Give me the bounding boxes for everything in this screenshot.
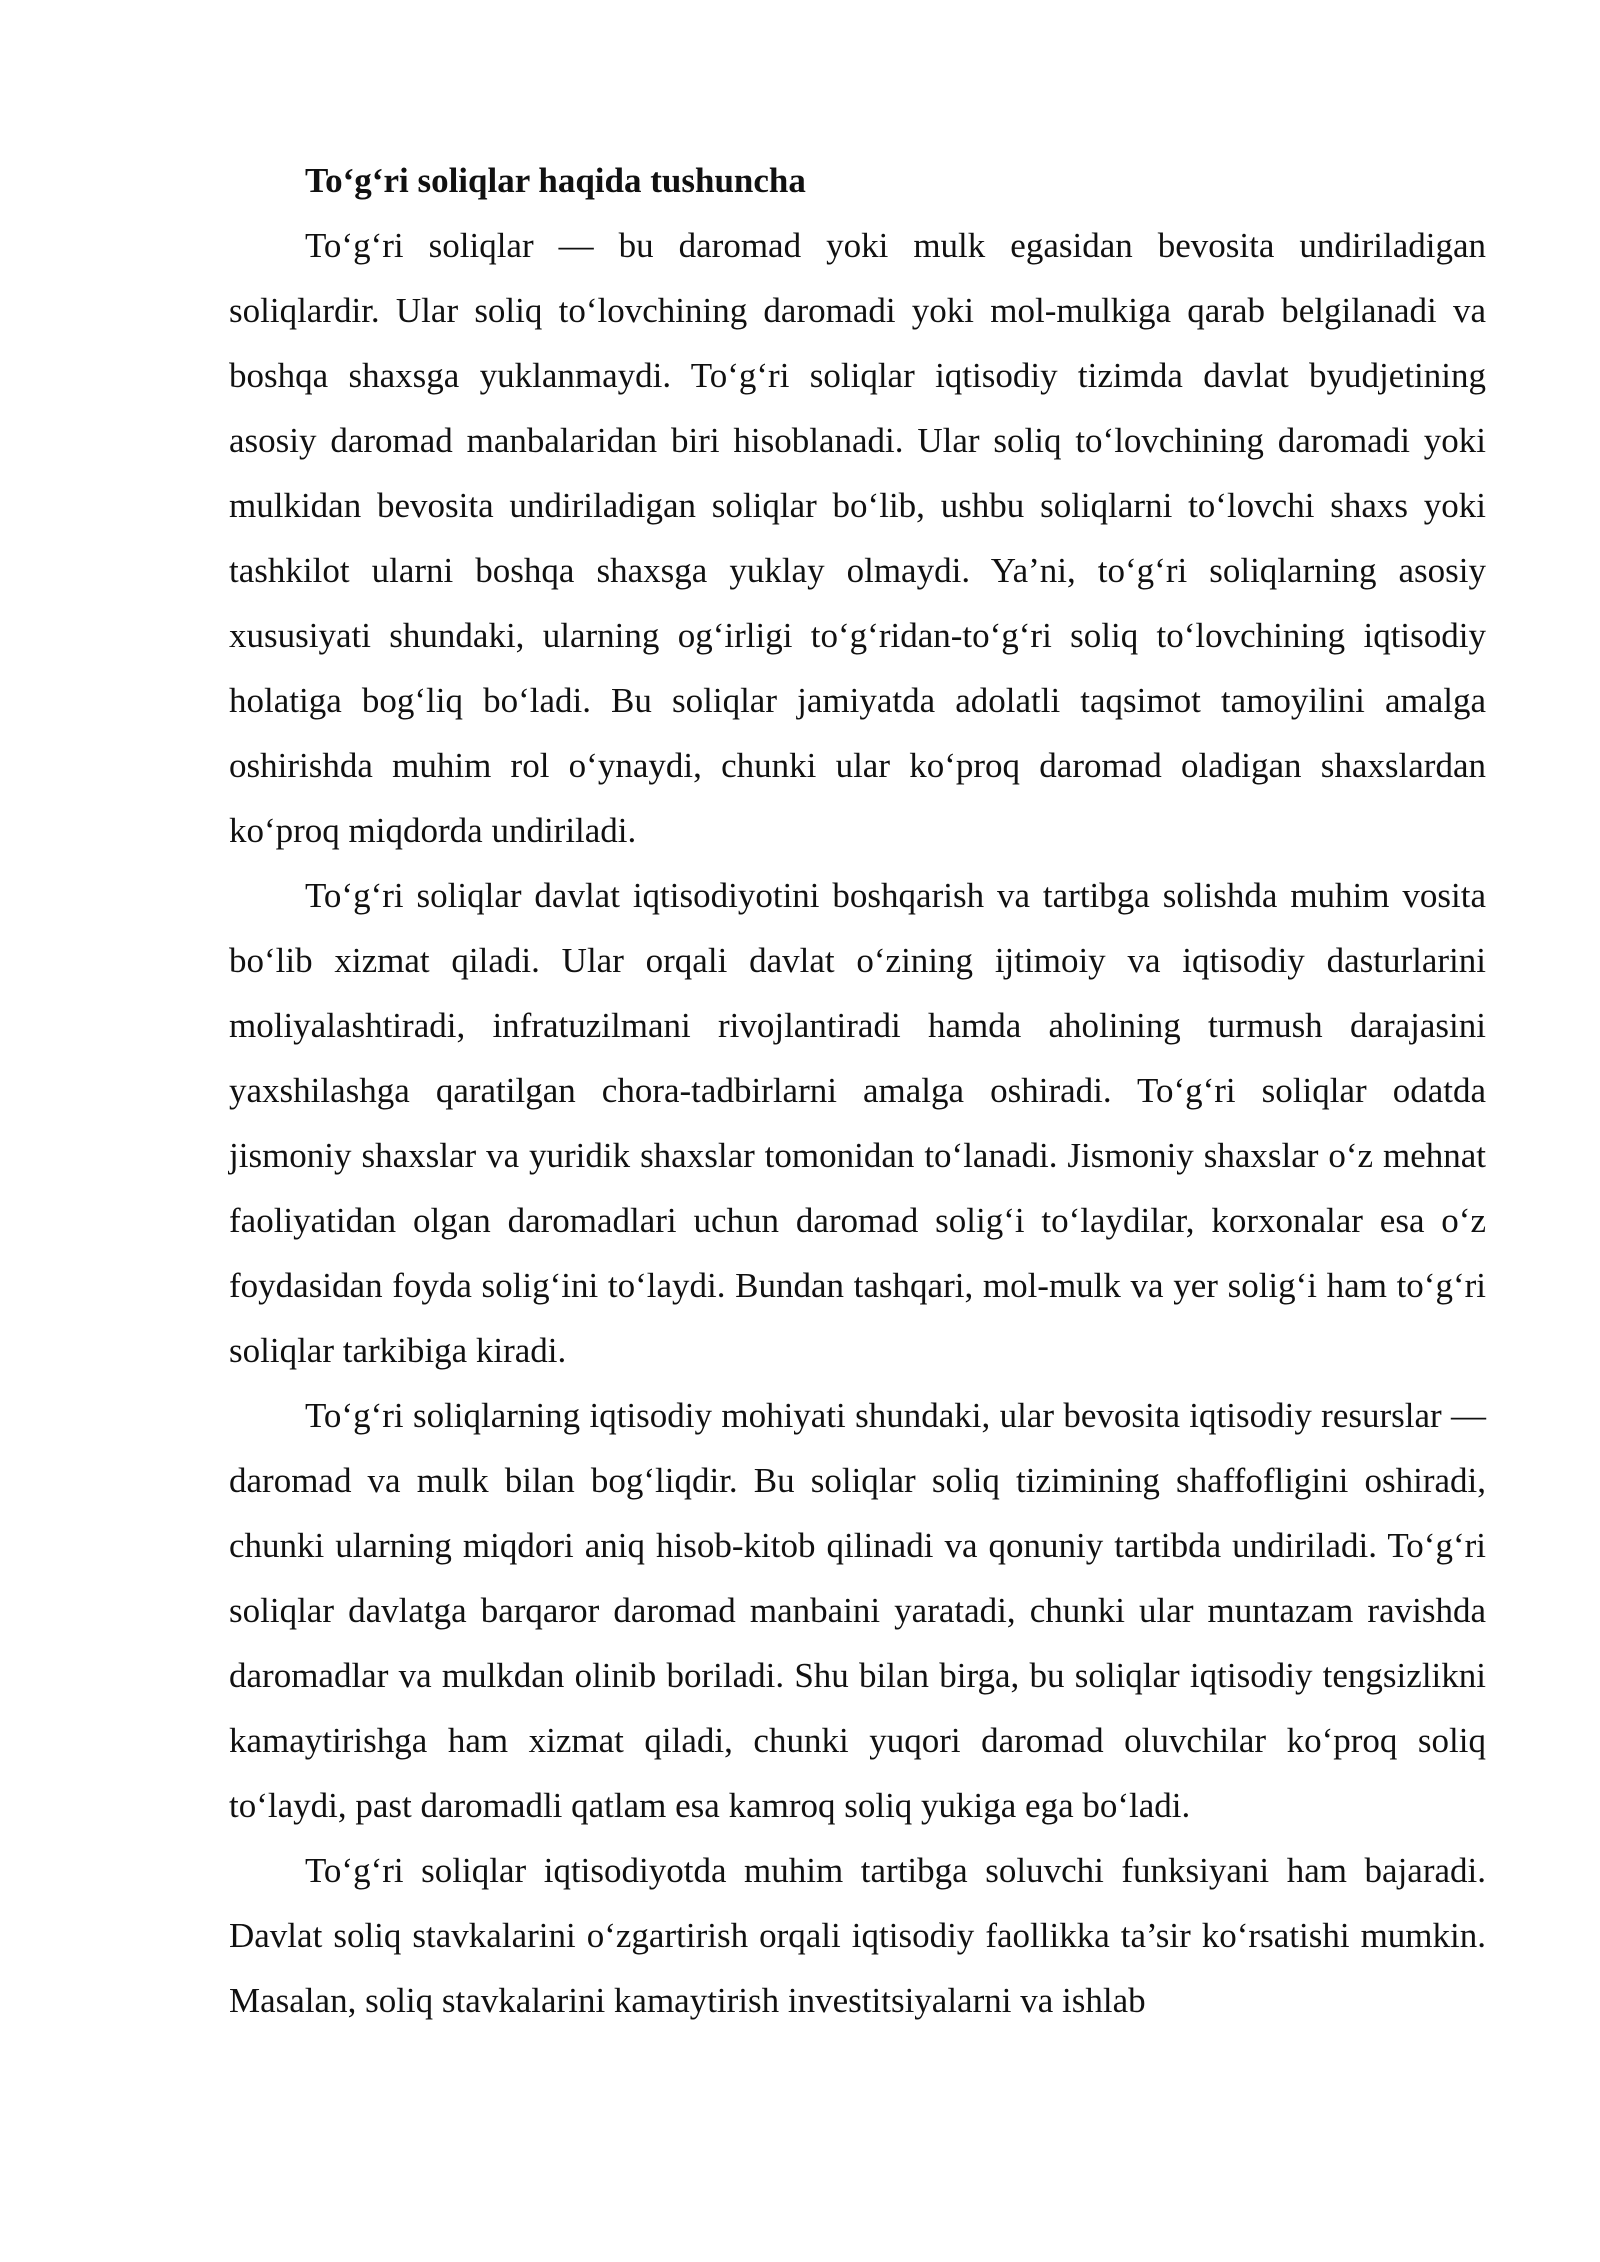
paragraph-economic-essence: To‘g‘ri soliqlarning iqtisodiy mohiyati shundaki, ular bevosita iqtisodiy resurslar — daromad va mulk bilan bog‘liqdir. Bu soliqlar soliq tizimining shaffofligini oshiradi, chunki ularning miqdori aniq hisob-kitob qilinadi va qonuniy tartibda undiriladi. To‘g‘ri soliqlar davlatga barqaror daromad manbaini yaratadi, chunki ular muntazam ravishda daromadlar va mulkdan olinib boriladi. Shu bilan birga, bu soliqlar iqtisodiy tengsizlikni kamaytirishga ham xizmat qiladi, chunki yuqori daromad oluvchilar ko‘proq soliq to‘laydi, past daromadli qatlam esa kamroq soliq yukiga ega bo‘ladi.	[229, 1396, 1486, 1825]
section-heading: To‘g‘ri soliqlar haqida tushuncha	[305, 161, 806, 200]
paragraph-regulatory-function: To‘g‘ri soliqlar iqtisodiyotda muhim tartibga soluvchi funksiyani ham bajaradi. Davlat soliq stavkalarini o‘zgartirish orqali iqtisodiy faollikka ta’sir ko‘rsatishi mumkin. Masalan, soliq stavkalarini kamaytirish investitsiyalarni va ishlab	[229, 1851, 1486, 2020]
paragraph-state-role: To‘g‘ri soliqlar davlat iqtisodiyotini boshqarish va tartibga solishda muhim vosita bo‘lib xizmat qiladi. Ular orqali davlat o‘zining ijtimoiy va iqtisodiy dasturlarini moliyalashtiradi, infratuzilmani rivojlantiradi hamda aholining turmush darajasini yaxshilashga qaratilgan chora-tadbirlarni amalga oshiradi. To‘g‘ri soliqlar odatda jismoniy shaxslar va yuridik shaxslar tomonidan to‘lanadi. Jismoniy shaxslar o‘z mehnat faoliyatidan olgan daromadlari uchun daromad solig‘i to‘laydilar, korxonalar esa o‘z foydasidan foyda solig‘ini to‘laydi. Bundan tashqari, mol-mulk va yer solig‘i ham to‘g‘ri soliqlar tarkibiga kiradi.	[229, 876, 1486, 1370]
paragraph-definition: To‘g‘ri soliqlar — bu daromad yoki mulk egasidan bevosita undiriladigan soliqlardir. Ular soliq to‘lovchining daromadi yoki mol-mulkiga qarab belgilanadi va boshqa shaxsga yuklanmaydi. To‘g‘ri soliqlar iqtisodiy tizimda davlat byudjetining asosiy daromad manbalaridan biri hisoblanadi. Ular soliq to‘lovchining daromadi yoki mulkidan bevosita undiriladigan soliqlar bo‘lib, ushbu soliqlarni to‘lovchi shaxs yoki tashkilot ularni boshqa shaxsga yuklay olmaydi. Ya’ni, to‘g‘ri soliqlarning asosiy xususiyati shundaki, ularning og‘irligi to‘g‘ridan-to‘g‘ri soliq to‘lovchining iqtisodiy holatiga bog‘liq bo‘ladi. Bu soliqlar jamiyatda adolatli taqsimot tamoyilini amalga oshirishda muhim rol o‘ynaydi, chunki ular ko‘proq daromad oladigan shaxslardan ko‘proq miqdorda undiriladi.	[229, 226, 1486, 850]
document-body	[229, 148, 1486, 2033]
